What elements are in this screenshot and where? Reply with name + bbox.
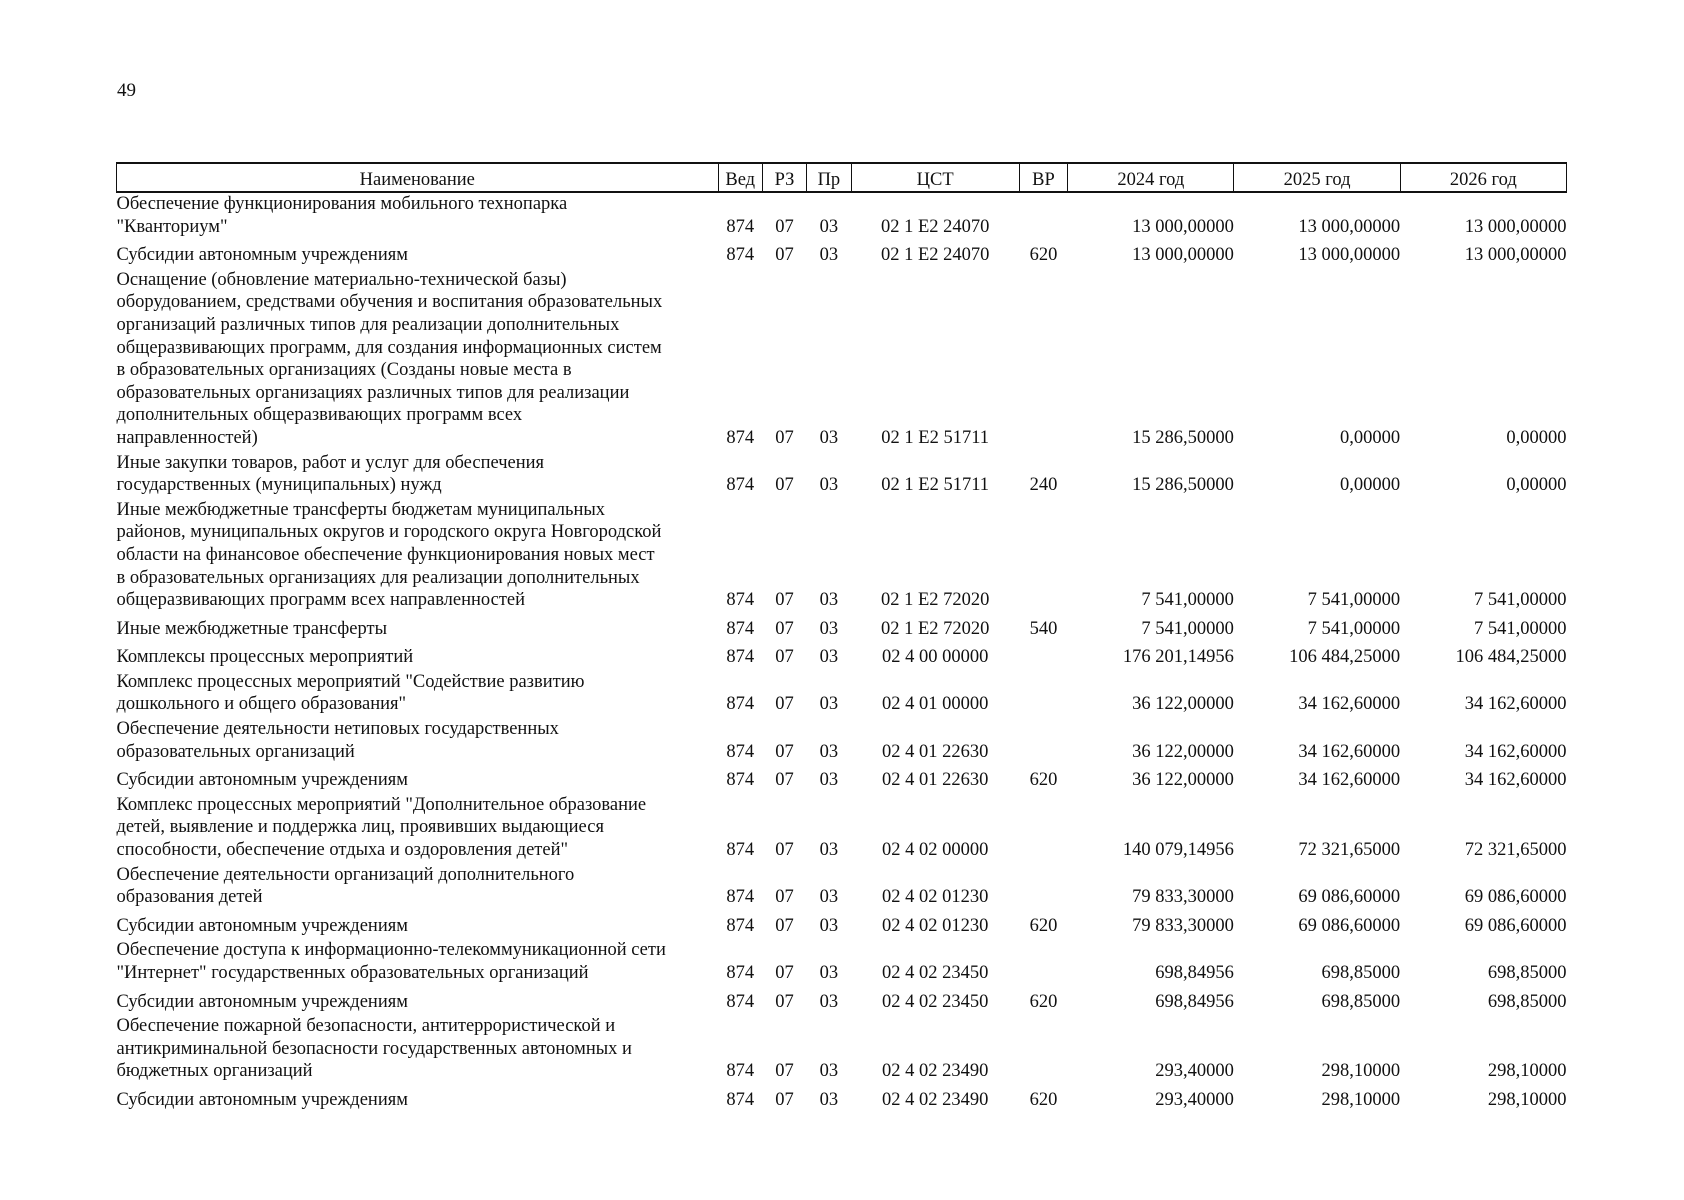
row-ved-cell: 874 xyxy=(726,647,755,668)
row-name-cell: Обеспечение деятельности организаций дополнительного образования детей xyxy=(116,864,575,908)
row-ved-cell: 874 xyxy=(726,1061,755,1082)
row-2025-cell: 298,10000 xyxy=(1321,1089,1401,1110)
row-ved-cell: 874 xyxy=(726,694,755,715)
row-2025-cell: 13 000,00000 xyxy=(1298,216,1401,237)
row-rz-cell: 07 xyxy=(775,1061,794,1082)
row-pr-cell: 03 xyxy=(819,770,839,791)
row-name-cell: Иные закупки товаров, работ и услуг для обеспечения государственных (муниципальных) нужд xyxy=(116,452,545,496)
column-header-pr: Пр xyxy=(807,163,851,192)
row-pr-cell: 03 xyxy=(819,741,839,762)
row-2026-cell: 7 541,00000 xyxy=(1474,618,1567,639)
row-rz-cell: 07 xyxy=(775,216,794,237)
row-rz-cell: 07 xyxy=(775,618,794,639)
row-name-cell: Субсидии автономным учреждениям xyxy=(116,245,408,266)
row-cst-cell: 02 4 01 22630 xyxy=(881,770,989,791)
table-row xyxy=(117,269,1567,452)
row-rz-cell: 07 xyxy=(775,647,794,668)
row-rz-cell: 07 xyxy=(775,245,794,266)
row-ved-cell: 874 xyxy=(726,915,755,936)
row-name-cell: Субсидии автономным учреждениям xyxy=(116,991,408,1012)
table-header-row xyxy=(117,163,1567,192)
row-2024-cell: 36 122,00000 xyxy=(1132,694,1234,715)
table-row xyxy=(117,192,1567,240)
row-vr-cell: 620 xyxy=(1029,915,1058,936)
row-cst-cell: 02 1 E2 72020 xyxy=(880,618,990,639)
row-2026-cell: 69 086,60000 xyxy=(1464,915,1567,936)
row-rz-cell: 07 xyxy=(775,840,794,861)
row-2026-cell: 34 162,60000 xyxy=(1464,694,1567,715)
row-rz-cell: 07 xyxy=(775,963,794,983)
row-2026-cell: 13 000,00000 xyxy=(1464,245,1567,266)
row-2024-cell: 293,40000 xyxy=(1155,1089,1234,1110)
table-row xyxy=(117,987,1567,1016)
table-row xyxy=(117,794,1567,864)
row-name-cell: Субсидии автономным учреждениям xyxy=(116,770,408,791)
row-name-cell: Иные межбюджетные трансферты xyxy=(116,618,388,639)
row-rz-cell: 07 xyxy=(775,590,794,611)
row-vr-cell xyxy=(1019,671,1067,718)
table-row xyxy=(117,718,1567,765)
row-cst-cell: 02 1 E2 24070 xyxy=(880,245,990,266)
row-2025-cell: 72 321,65000 xyxy=(1298,840,1401,861)
row-2025-cell: 13 000,00000 xyxy=(1298,245,1401,266)
row-2024-cell: 7 541,00000 xyxy=(1141,618,1234,639)
row-ved-cell: 874 xyxy=(726,475,755,496)
row-2025-cell: 7 541,00000 xyxy=(1307,618,1401,639)
row-2024-cell: 13 000,00000 xyxy=(1132,216,1234,237)
row-rz-cell: 07 xyxy=(775,475,794,496)
row-name-cell: Обеспечение пожарной безопасности, антитеррористической и антикриминальной безопасности государственных автономных и бюджетных организаций xyxy=(116,1016,632,1082)
row-cst-cell: 02 1 E2 24070 xyxy=(880,216,990,237)
row-ved-cell: 874 xyxy=(726,840,755,861)
row-vr-cell: 620 xyxy=(1029,991,1058,1012)
row-2025-cell: 698,85000 xyxy=(1321,991,1401,1012)
row-ved-cell: 874 xyxy=(726,590,755,611)
row-name-cell: Комплекс процессных мероприятий "Дополнительное образование детей, выявление и поддержка лиц, проявивших выдающиеся способности, обеспечение отдыха и оздоровления детей" xyxy=(116,794,647,861)
column-header-cst: ЦСТ xyxy=(851,163,1019,192)
row-2024-cell: 79 833,30000 xyxy=(1132,915,1234,936)
row-2026-cell: 698,85000 xyxy=(1487,991,1567,1012)
row-2025-cell: 698,85000 xyxy=(1321,963,1401,983)
row-cst-cell: 02 4 02 01230 xyxy=(881,915,989,936)
table-row xyxy=(117,911,1567,940)
row-2025-cell: 298,10000 xyxy=(1321,1061,1401,1082)
row-pr-cell: 03 xyxy=(819,590,839,611)
row-2026-cell: 13 000,00000 xyxy=(1464,216,1567,237)
column-header-ved: Вед xyxy=(718,163,762,192)
row-2025-cell: 0,00000 xyxy=(1340,427,1401,448)
row-cst-cell: 02 4 00 00000 xyxy=(881,647,989,668)
table-row xyxy=(117,452,1567,499)
row-rz-cell: 07 xyxy=(775,887,794,908)
table-row xyxy=(117,1015,1567,1085)
row-pr-cell: 03 xyxy=(819,694,839,715)
row-2025-cell: 34 162,60000 xyxy=(1298,694,1401,715)
row-rz-cell: 07 xyxy=(775,991,794,1012)
row-cst-cell: 02 1 E2 72020 xyxy=(880,590,990,611)
row-2024-cell: 293,40000 xyxy=(1155,1061,1234,1082)
row-2025-cell: 0,00000 xyxy=(1340,475,1401,496)
row-ved-cell: 874 xyxy=(726,427,755,448)
row-name-cell: Комплекс процессных мероприятий "Содействие развитию дошкольного и общего образования" xyxy=(116,671,585,715)
row-2024-cell: 176 201,14956 xyxy=(1122,647,1234,668)
table-row xyxy=(117,765,1567,794)
row-pr-cell: 03 xyxy=(819,427,839,448)
row-2025-cell: 106 484,25000 xyxy=(1289,647,1401,668)
row-cst-cell: 02 4 01 00000 xyxy=(881,694,989,715)
column-header-vr: ВР xyxy=(1019,163,1067,192)
row-vr-cell xyxy=(1019,939,1067,986)
row-2026-cell: 7 541,00000 xyxy=(1474,590,1567,611)
row-2026-cell: 34 162,60000 xyxy=(1464,770,1567,791)
row-vr-cell: 620 xyxy=(1029,245,1058,266)
table-row xyxy=(117,642,1567,671)
row-pr-cell: 03 xyxy=(819,216,839,237)
row-2025-cell: 34 162,60000 xyxy=(1298,741,1401,762)
row-2026-cell: 298,10000 xyxy=(1487,1061,1567,1082)
row-pr-cell: 03 xyxy=(819,618,839,639)
row-pr-cell: 03 xyxy=(819,475,839,496)
row-name-cell: Обеспечение доступа к информационно-телекоммуникационной сети "Интернет" государственных образовательных организаций xyxy=(116,940,666,983)
row-name-cell: Субсидии автономным учреждениям xyxy=(116,1089,408,1110)
table-row xyxy=(117,1085,1567,1114)
row-ved-cell: 874 xyxy=(726,618,755,639)
row-2026-cell: 34 162,60000 xyxy=(1464,741,1567,762)
row-cst-cell: 02 4 02 23490 xyxy=(881,1061,989,1082)
row-name-cell: Комплексы процессных мероприятий xyxy=(116,647,414,668)
row-2024-cell: 698,84956 xyxy=(1155,991,1234,1012)
row-vr-cell xyxy=(1019,794,1067,864)
row-vr-cell xyxy=(1019,864,1067,911)
column-header-name: Наименование xyxy=(117,163,719,192)
row-2026-cell: 0,00000 xyxy=(1506,427,1567,448)
row-vr-cell xyxy=(1019,192,1067,240)
row-pr-cell: 03 xyxy=(819,1089,839,1110)
row-name-cell: Обеспечение деятельности нетиповых государственных образовательных организаций xyxy=(116,719,559,762)
page-number: 49 xyxy=(117,80,136,101)
row-2026-cell: 106 484,25000 xyxy=(1455,647,1567,668)
row-2025-cell: 34 162,60000 xyxy=(1298,770,1401,791)
row-cst-cell: 02 4 02 23450 xyxy=(881,991,989,1012)
row-rz-cell: 07 xyxy=(775,427,794,448)
row-rz-cell: 07 xyxy=(775,915,794,936)
table-row xyxy=(117,240,1567,269)
row-name-cell: Субсидии автономным учреждениям xyxy=(116,915,408,936)
row-pr-cell: 03 xyxy=(819,887,839,908)
row-vr-cell: 620 xyxy=(1029,770,1058,791)
row-2026-cell: 298,10000 xyxy=(1487,1089,1567,1110)
row-cst-cell: 02 4 02 23450 xyxy=(881,963,989,983)
row-rz-cell: 07 xyxy=(775,694,794,715)
row-ved-cell: 874 xyxy=(726,770,755,791)
row-ved-cell: 874 xyxy=(726,741,755,762)
row-pr-cell: 03 xyxy=(819,1061,839,1082)
table-row xyxy=(117,499,1567,614)
row-pr-cell: 03 xyxy=(819,840,839,861)
row-2025-cell: 69 086,60000 xyxy=(1298,887,1401,908)
row-name-cell: Обеспечение функционирования мобильного технопарка "Кванториум" xyxy=(116,194,568,237)
row-vr-cell: 620 xyxy=(1029,1089,1058,1110)
row-cst-cell: 02 1 E2 51711 xyxy=(881,475,990,496)
row-2026-cell: 69 086,60000 xyxy=(1464,887,1567,908)
row-2024-cell: 140 079,14956 xyxy=(1122,840,1234,861)
row-2024-cell: 36 122,00000 xyxy=(1132,741,1234,762)
column-header-rz: РЗ xyxy=(762,163,806,192)
row-2026-cell: 72 321,65000 xyxy=(1464,840,1567,861)
row-2024-cell: 15 286,50000 xyxy=(1132,427,1234,448)
row-2024-cell: 36 122,00000 xyxy=(1132,770,1234,791)
row-ved-cell: 874 xyxy=(726,963,755,983)
row-rz-cell: 07 xyxy=(775,770,794,791)
table-row xyxy=(117,614,1567,643)
row-name-cell: Оснащение (обновление материально-технической базы) оборудованием, средствами обучения и воспитания образовательных организаций различных типов для реализации дополнительных общеразвивающих программ, для создания информационных систем в образовательных организациях (Созданы новые места в образовательных организациях различных типов для реализации дополнительных общеразвивающих программ всех направленностей) xyxy=(116,269,663,448)
row-cst-cell: 02 4 02 01230 xyxy=(881,887,989,908)
column-header-2024: 2024 год xyxy=(1068,163,1234,192)
row-ved-cell: 874 xyxy=(726,1089,755,1110)
table-row xyxy=(117,939,1567,986)
row-name-cell: Иные межбюджетные трансферты бюджетам муниципальных районов, муниципальных округов и городского округа Новгородской области на финансовое обеспечение функционирования новых мест в образовательных организациях для реализации дополнительных общеразвивающих программ всех направленностей xyxy=(116,499,662,611)
row-2024-cell: 15 286,50000 xyxy=(1132,475,1234,496)
row-ved-cell: 874 xyxy=(726,216,755,237)
row-pr-cell: 03 xyxy=(819,991,839,1012)
row-cst-cell: 02 4 01 22630 xyxy=(881,741,989,762)
budget-table xyxy=(116,162,1567,1114)
row-ved-cell: 874 xyxy=(726,991,755,1012)
row-pr-cell: 03 xyxy=(819,915,839,936)
table-row xyxy=(117,864,1567,911)
row-vr-cell xyxy=(1019,1015,1067,1085)
row-cst-cell: 02 4 02 00000 xyxy=(881,840,989,861)
row-2026-cell: 698,85000 xyxy=(1487,963,1567,983)
row-vr-cell xyxy=(1019,269,1067,452)
row-vr-cell xyxy=(1019,718,1067,765)
table-row xyxy=(117,671,1567,718)
row-vr-cell: 240 xyxy=(1029,475,1058,496)
row-cst-cell: 02 1 E2 51711 xyxy=(881,427,990,448)
row-2026-cell: 0,00000 xyxy=(1506,475,1567,496)
row-rz-cell: 07 xyxy=(775,741,794,762)
row-ved-cell: 874 xyxy=(726,887,755,908)
table-body xyxy=(117,192,1567,1114)
row-vr-cell xyxy=(1019,642,1067,671)
column-header-2025: 2025 год xyxy=(1234,163,1400,192)
row-2024-cell: 79 833,30000 xyxy=(1132,887,1234,908)
row-2024-cell: 7 541,00000 xyxy=(1141,590,1234,611)
row-2025-cell: 7 541,00000 xyxy=(1307,590,1401,611)
row-cst-cell: 02 4 02 23490 xyxy=(881,1089,989,1110)
row-rz-cell: 07 xyxy=(775,1089,794,1110)
row-pr-cell: 03 xyxy=(819,245,839,266)
row-pr-cell: 03 xyxy=(819,963,839,983)
row-pr-cell: 03 xyxy=(819,647,839,668)
row-2025-cell: 69 086,60000 xyxy=(1298,915,1401,936)
column-header-2026: 2026 год xyxy=(1400,163,1566,192)
row-2024-cell: 698,84956 xyxy=(1155,963,1234,983)
row-ved-cell: 874 xyxy=(726,245,755,266)
row-vr-cell xyxy=(1019,499,1067,614)
row-2024-cell: 13 000,00000 xyxy=(1132,245,1234,266)
row-vr-cell: 540 xyxy=(1029,618,1058,639)
